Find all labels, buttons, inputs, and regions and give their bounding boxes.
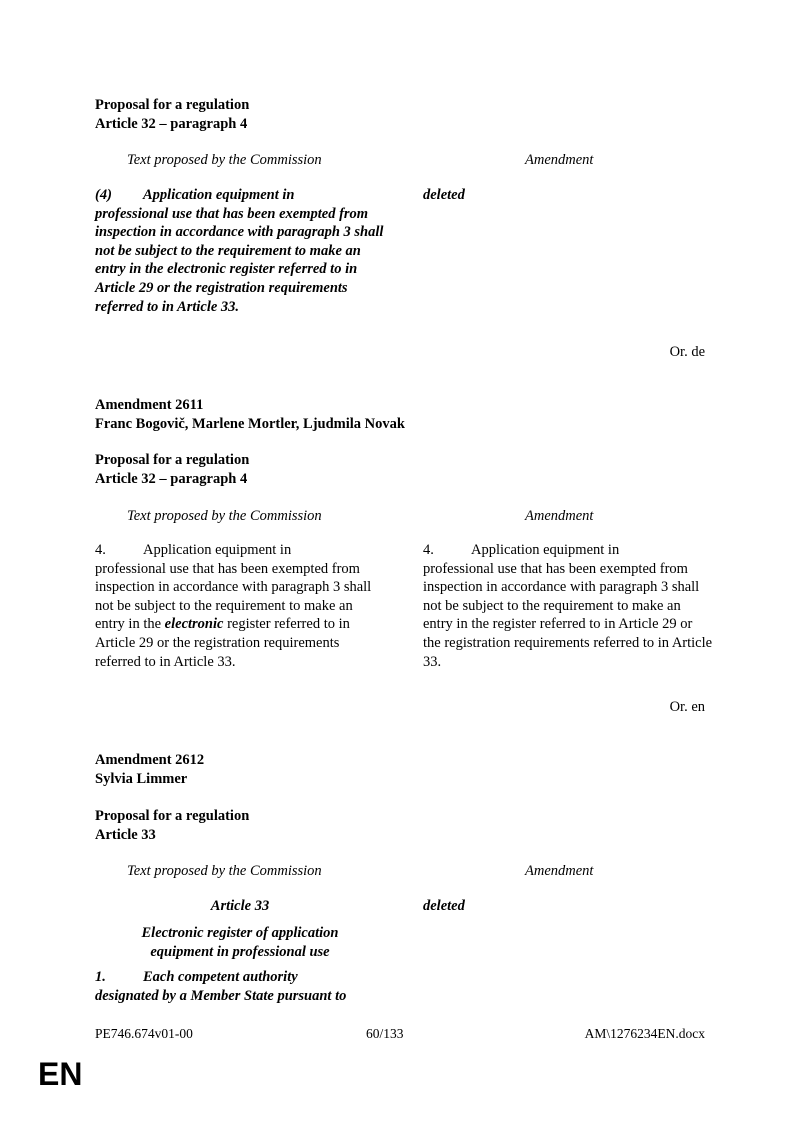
paragraph-text-start: Each competent authority <box>143 969 298 985</box>
column-header-amendment: Amendment <box>525 863 594 879</box>
proposal-label: Proposal for a regulation <box>95 97 250 113</box>
amendment-authors: Sylvia Limmer <box>95 770 188 787</box>
paragraph-text: professional use that has been exempted from inspection in accordance with paragraph 3 shall not be subject to the requirement to make an entry in the register referred to in Article 29 or the registration requirements referred to in Article 33. <box>423 560 713 670</box>
paragraph-text: professional use that has been exempted from inspection in accordance with paragraph 3 shall not be subject to the requirement to make an entry in the <box>95 560 372 633</box>
paragraph-text-start: Application equipment in <box>143 542 292 558</box>
emphasized-word: electronic <box>164 616 224 633</box>
paragraph-number: 1. <box>95 969 106 985</box>
origin-language-1: Or. de <box>669 344 705 360</box>
paragraph-text-start: Application equipment in <box>471 542 620 558</box>
paragraph-number: 4. <box>95 542 106 558</box>
footer-page-number: 60/133 <box>366 1026 404 1041</box>
amendment-number: Amendment 2611 <box>95 397 204 413</box>
commission-text-1 <box>95 186 385 316</box>
column-header-amendment: Amendment <box>525 508 594 524</box>
amendment-deleted-3: deleted <box>423 898 465 914</box>
amendment-deleted-1: deleted <box>423 187 465 203</box>
amendment-authors: Franc Bogovič, Marlene Mortler, Ljudmila Novak <box>95 415 405 432</box>
proposal-label: Proposal for a regulation <box>95 808 250 824</box>
column-header-amendment: Amendment <box>525 152 594 168</box>
article-ref: Article 33 <box>95 826 156 843</box>
proposal-heading-3 <box>95 807 249 844</box>
column-header-commission: Text proposed by the Commission <box>127 508 322 524</box>
footer-doc-ref: PE746.674v01-00 <box>95 1026 193 1041</box>
language-tag: EN <box>38 1056 83 1092</box>
amendment-header-2612 <box>95 751 204 788</box>
article-ref: Article 32 – paragraph 4 <box>95 115 248 132</box>
article-heading: Electronic register of application equipment in professional use <box>141 925 339 960</box>
paragraph-text-end: register referred to in Article 29 or the registration requirements referred to in Article 33. <box>95 616 350 670</box>
footer-file-name: AM\1276234EN.docx <box>584 1026 705 1041</box>
paragraph-number: 4. <box>423 542 434 558</box>
proposal-heading-1 <box>95 96 249 133</box>
amendment-number: Amendment 2612 <box>95 752 205 768</box>
article-ref: Article 32 – paragraph 4 <box>95 470 248 487</box>
commission-text-2 <box>95 541 385 671</box>
column-header-commission: Text proposed by the Commission <box>127 863 322 879</box>
proposal-heading-2 <box>95 451 249 488</box>
commission-text-3 <box>95 968 385 1005</box>
article-title: Article 33 <box>210 898 270 914</box>
proposal-label: Proposal for a regulation <box>95 452 250 468</box>
paragraph-number: (4) <box>95 187 112 203</box>
paragraph-text: designated by a Member State pursuant to <box>95 987 347 1004</box>
column-header-commission: Text proposed by the Commission <box>127 152 322 168</box>
origin-language-2: Or. en <box>669 699 705 715</box>
paragraph-text: professional use that has been exempted from inspection in accordance with paragraph 3 shall not be subject to the requirement to make an entry in the electronic register referred to in Article 29 or the registration requirements referred to in Article 33. <box>95 205 384 315</box>
paragraph-text-start: Application equipment in <box>143 187 295 203</box>
amendment-header-2611 <box>95 396 405 433</box>
amendment-text-2 <box>423 541 713 671</box>
